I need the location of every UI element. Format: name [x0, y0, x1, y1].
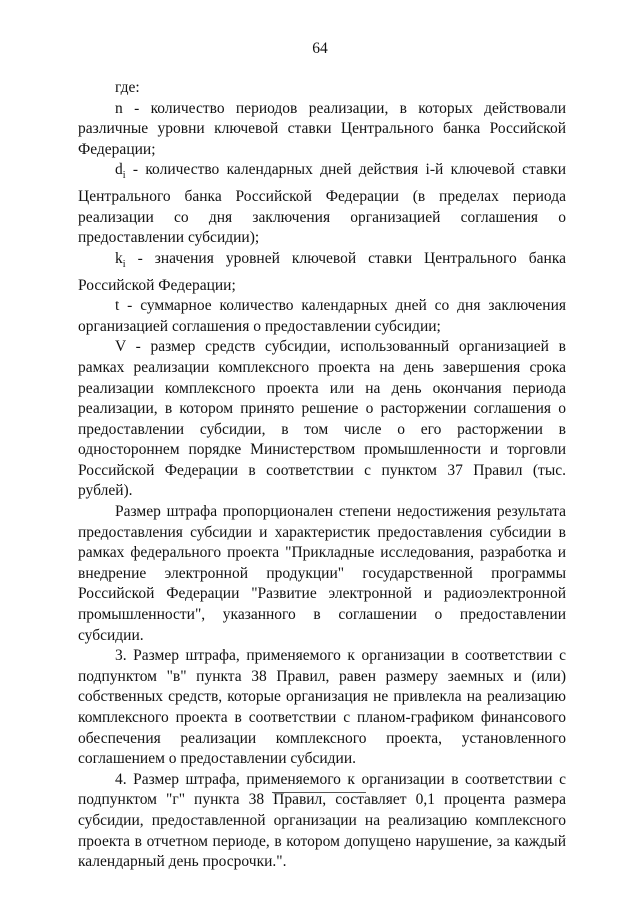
- paragraph-item-3: 3. Размер штрафа, применяемого к организации в соответствии с подпунктом "в" пункта 38 Правил, равен размеру заемных и (или) собственных средств, которые организация не привлекла на реализацию комплексного проекта в соответствии с планом-графиком финансового обеспечения реализации комплексного проекта, установленного соглашением о предоставлении субсидии.: [78, 647, 566, 768]
- symbol-k: k: [115, 249, 123, 267]
- definition-k-text: - значения уровней ключевой ставки Центрального банка Российской Федерации;: [78, 249, 566, 294]
- paragraph-item-4: 4. Размер штрафа, применяемого к организации в соответствии с подпунктом "г" пункта 38 Правил, составляет 0,1 процента размера субсидии, предоставленной организации на реализацию комплексного проекта в отчетном периоде, в котором допущено нарушение, за каждый календарный день просрочки.".: [78, 770, 566, 871]
- where-label: где:: [115, 79, 140, 96]
- document-body: [78, 78, 566, 873]
- definition-v: V - размер средств субсидии, использованный организацией в рамках реализации комплексного проекта на день завершения срока реализации комплексного проекта или на день окончания периода реализации, в котором принято решение о расторжении соглашения о предоставлении субсидии, в том числе о его расторжении в одностороннем порядке Министерством промышленности и торговли Российской Федерации в соответствии с пунктом 37 Правил (тыс. рублей).: [78, 338, 566, 500]
- definition-k: [78, 249, 566, 296]
- definition-d: [78, 160, 566, 248]
- definition-d-text: - количество календарных дней действия i-й ключевой ставки Центрального банка Российской Федерации (в пределах периода реализации со дня заключения организацией соглашения о предоставлении субсидии);: [78, 161, 566, 247]
- definition-n: n - количество периодов реализации, в которых действовали различные уровни ключевой ставки Центрального банка Российской Федерации;: [78, 99, 566, 158]
- subscript-d: i: [122, 170, 126, 182]
- page-number: 64: [312, 40, 328, 57]
- paragraph-fine-proportional: Размер штрафа пропорционален степени недостижения результата предоставления субсидии и характеристик предоставления субсидии в рамках федерального проекта "Прикладные исследования, разработка и внедрение электронной продукции" государственной программы Российской Федерации "Развитие электронной и радиоэлектронной промышленности", указанного в соглашении о предоставлении субсидии.: [78, 503, 566, 644]
- definition-t: t - суммарное количество календарных дней со дня заключения организацией соглашения о предоставлении субсидии;: [78, 297, 566, 335]
- footer-separator-line: [272, 792, 366, 793]
- where-intro: [78, 78, 566, 99]
- subscript-k: i: [122, 258, 126, 270]
- symbol-d: d: [115, 161, 123, 179]
